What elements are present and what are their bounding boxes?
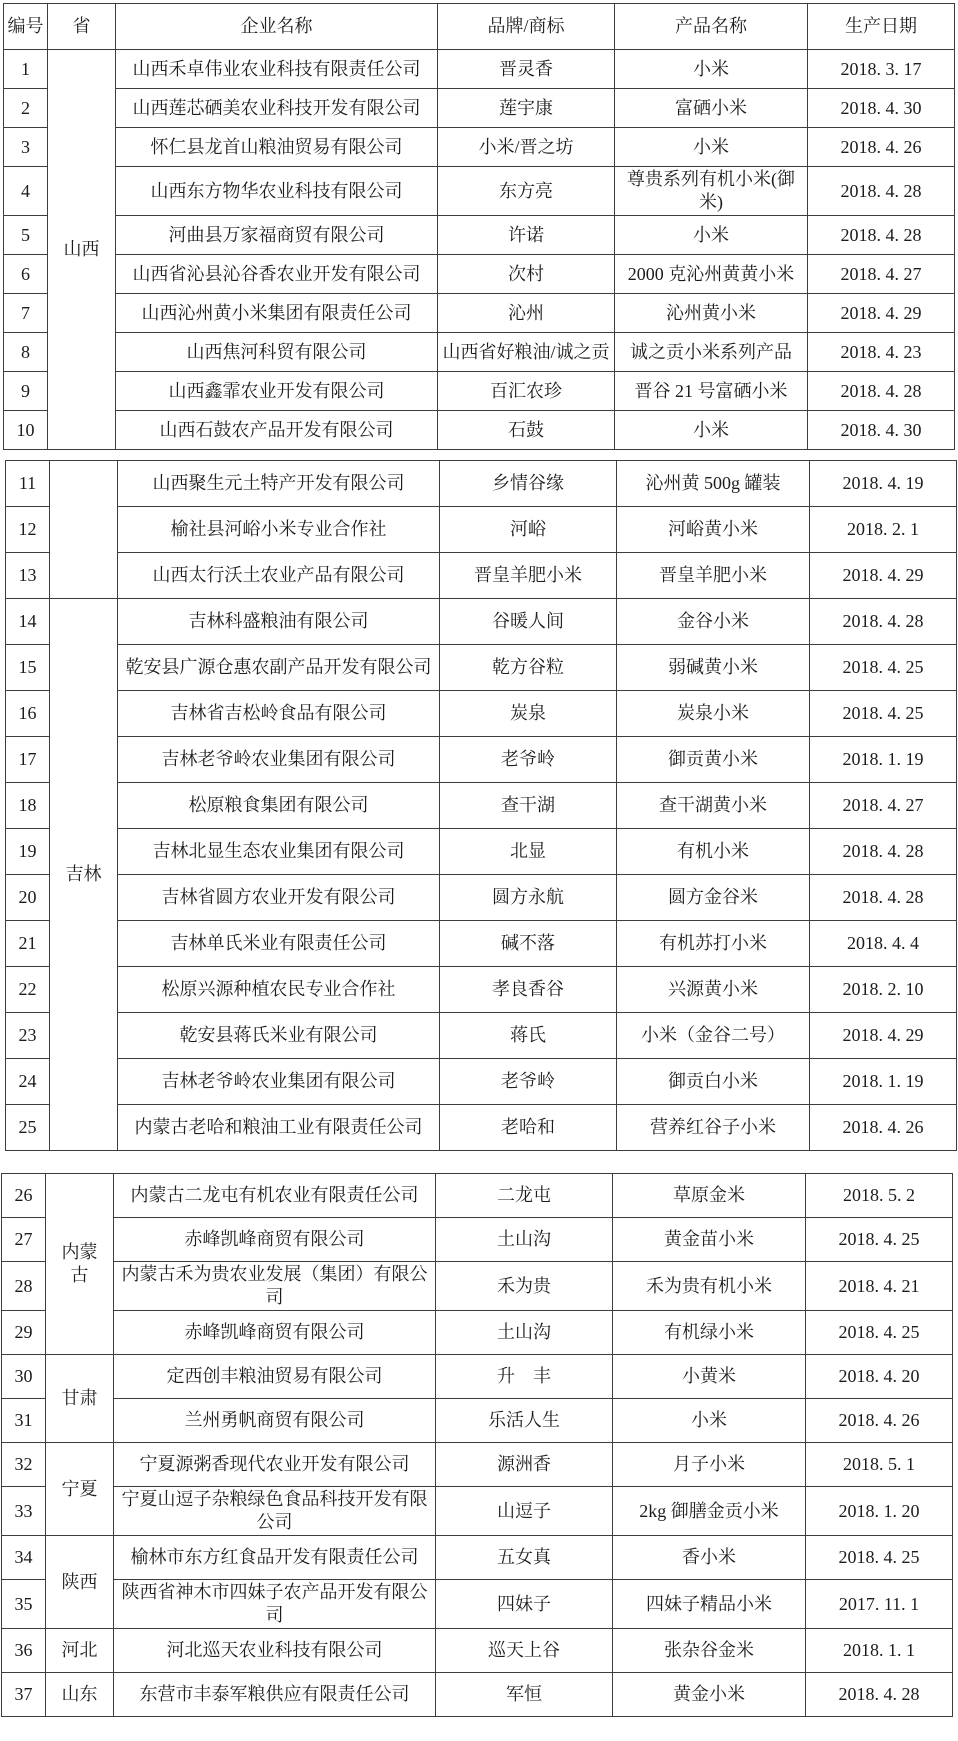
cell-company: 松原兴源种植农民专业合作社 [118,967,440,1013]
table-row [4,128,955,167]
cell-row-number: 34 [2,1536,46,1580]
cell-date: 2018. 4. 23 [808,333,955,372]
cell-brand: 许诺 [438,216,615,255]
cell-product: 香小米 [613,1536,806,1580]
header-cell-1: 省 [48,4,116,50]
cell-date: 2018. 4. 28 [808,167,955,216]
cell-province [46,1536,114,1629]
cell-company: 榆社县河峪小米专业合作社 [118,507,440,553]
cell-product: 有机绿小米 [613,1311,806,1355]
cell-company: 怀仁县龙首山粮油贸易有限公司 [116,128,438,167]
cell-date: 2018. 4. 27 [808,255,955,294]
cell-row-number: 35 [2,1580,46,1629]
cell-brand: 土山沟 [436,1218,613,1262]
header-cell-4: 产品名称 [615,4,808,50]
cell-province [48,50,116,450]
cell-brand: 二龙屯 [436,1174,613,1218]
cell-company: 吉林老爷岭农业集团有限公司 [118,1059,440,1105]
cell-product: 有机小米 [617,829,810,875]
cell-company: 兰州勇帆商贸有限公司 [114,1399,436,1443]
cell-product: 沁州黄 500g 罐装 [617,461,810,507]
cell-row-number: 5 [4,216,48,255]
cell-company: 山西沁州黄小米集团有限责任公司 [116,294,438,333]
table-row [4,255,955,294]
province-label: 吉林 [65,864,102,884]
cell-product: 小黄米 [613,1355,806,1399]
cell-company: 山西禾卓伟业农业科技有限责任公司 [116,50,438,89]
cell-brand: 查干湖 [440,783,617,829]
province-label: 山东 [61,1684,98,1704]
table-segment-3 [1,1173,953,1717]
table-row [6,507,957,553]
table-row [2,1629,953,1673]
cell-row-number: 8 [4,333,48,372]
table-row [6,1059,957,1105]
cell-province [46,1443,114,1536]
cell-company: 东营市丰泰军粮供应有限责任公司 [114,1673,436,1717]
table-row [2,1487,953,1536]
cell-brand: 巡天上谷 [436,1629,613,1673]
cell-brand: 乾方谷粒 [440,645,617,691]
cell-row-number: 14 [6,599,50,645]
cell-date: 2018. 4. 29 [810,553,957,599]
table-row [2,1311,953,1355]
cell-company: 乾安县广源仓惠农副产品开发有限公司 [118,645,440,691]
cell-date: 2018. 4. 26 [808,128,955,167]
cell-brand: 次村 [438,255,615,294]
cell-row-number: 3 [4,128,48,167]
cell-product: 晋谷 21 号富硒小米 [615,372,808,411]
cell-row-number: 29 [2,1311,46,1355]
cell-brand: 源洲香 [436,1443,613,1487]
cell-product: 兴源黄小米 [617,967,810,1013]
cell-product: 河峪黄小米 [617,507,810,553]
table-row [6,737,957,783]
cell-product: 晋皇羊肥小米 [617,553,810,599]
cell-date: 2018. 4. 28 [810,599,957,645]
province-label: 山西 [63,239,100,259]
cell-row-number: 11 [6,461,50,507]
table-row [2,1355,953,1399]
cell-product: 小米 [615,411,808,450]
cell-product: 2000 克沁州黄黄小米 [615,255,808,294]
cell-company: 河曲县万家福商贸有限公司 [116,216,438,255]
header-cell-2: 企业名称 [116,4,438,50]
cell-brand: 老爷岭 [440,737,617,783]
cell-date: 2018. 4. 26 [810,1105,957,1151]
cell-row-number: 22 [6,967,50,1013]
cell-company: 内蒙古二龙屯有机农业有限责任公司 [114,1174,436,1218]
cell-company: 赤峰凯峰商贸有限公司 [114,1218,436,1262]
cell-brand: 碱不落 [440,921,617,967]
cell-company: 山西莲芯硒美农业科技开发有限公司 [116,89,438,128]
cell-company: 吉林老爷岭农业集团有限公司 [118,737,440,783]
header-row [4,4,955,50]
cell-date: 2018. 4. 29 [808,294,955,333]
cell-brand: 北显 [440,829,617,875]
cell-row-number: 20 [6,875,50,921]
cell-row-number: 30 [2,1355,46,1399]
cell-date: 2018. 4. 28 [806,1673,953,1717]
province-label: 甘肃 [61,1388,98,1408]
table-row [6,461,957,507]
cell-company: 吉林单氏米业有限责任公司 [118,921,440,967]
cell-row-number: 24 [6,1059,50,1105]
table-row [2,1174,953,1218]
table-row [4,167,955,216]
cell-brand: 乡情谷缘 [440,461,617,507]
cell-province [46,1673,114,1717]
province-label: 陕西 [61,1571,98,1592]
cell-brand: 沁州 [438,294,615,333]
cell-row-number: 28 [2,1262,46,1311]
table-row [4,50,955,89]
cell-row-number: 37 [2,1673,46,1717]
cell-row-number: 13 [6,553,50,599]
table-row [2,1580,953,1629]
cell-product: 黄金小米 [613,1673,806,1717]
cell-date: 2018. 1. 19 [810,737,957,783]
cell-row-number: 27 [2,1218,46,1262]
cell-brand: 蒋氏 [440,1013,617,1059]
cell-company: 吉林省圆方农业开发有限公司 [118,875,440,921]
table-row [2,1218,953,1262]
cell-company: 吉林省吉松岭食品有限公司 [118,691,440,737]
province-label: 内蒙古 [61,1242,98,1285]
cell-row-number: 17 [6,737,50,783]
table-row [2,1673,953,1717]
cell-product: 草原金米 [613,1174,806,1218]
cell-product: 四妹子精品小米 [613,1580,806,1629]
cell-row-number: 23 [6,1013,50,1059]
cell-date: 2018. 4. 19 [810,461,957,507]
cell-brand: 孝良香谷 [440,967,617,1013]
cell-province [46,1174,114,1355]
cell-date: 2018. 4. 28 [808,216,955,255]
header-cell-5: 生产日期 [808,4,955,50]
cell-row-number: 6 [4,255,48,294]
cell-brand: 老爷岭 [440,1059,617,1105]
table-row [2,1399,953,1443]
cell-brand: 东方亮 [438,167,615,216]
cell-row-number: 25 [6,1105,50,1151]
cell-company: 定西创丰粮油贸易有限公司 [114,1355,436,1399]
table-row [6,645,957,691]
cell-row-number: 15 [6,645,50,691]
cell-date: 2018. 4. 28 [810,875,957,921]
cell-brand: 小米/晋之坊 [438,128,615,167]
cell-row-number: 10 [4,411,48,450]
cell-product: 沁州黄小米 [615,294,808,333]
cell-brand: 石鼓 [438,411,615,450]
cell-row-number: 2 [4,89,48,128]
cell-date: 2018. 4. 30 [808,411,955,450]
cell-date: 2018. 2. 10 [810,967,957,1013]
cell-product: 御贡黄小米 [617,737,810,783]
cell-province [46,1355,114,1443]
cell-brand: 晋灵香 [438,50,615,89]
cell-product: 查干湖黄小米 [617,783,810,829]
province-label: 河北 [61,1640,98,1660]
cell-company: 山西鑫霏农业开发有限公司 [116,372,438,411]
cell-date: 2018. 2. 1 [810,507,957,553]
cell-date: 2018. 4. 25 [806,1536,953,1580]
cell-brand: 老哈和 [440,1105,617,1151]
table-row [6,1105,957,1151]
cell-product: 诚之贡小米系列产品 [615,333,808,372]
table-row [6,829,957,875]
table-row [6,967,957,1013]
cell-company: 榆林市东方红食品开发有限责任公司 [114,1536,436,1580]
cell-date: 2018. 4. 4 [810,921,957,967]
table-row [4,333,955,372]
cell-date: 2018. 4. 25 [806,1218,953,1262]
cell-row-number: 18 [6,783,50,829]
cell-date: 2018. 5. 2 [806,1174,953,1218]
cell-row-number: 16 [6,691,50,737]
cell-row-number: 19 [6,829,50,875]
cell-product: 圆方金谷米 [617,875,810,921]
cell-brand: 乐活人生 [436,1399,613,1443]
cell-province [50,599,118,1151]
table-row [6,553,957,599]
cell-date: 2018. 1. 20 [806,1487,953,1536]
cell-date: 2017. 11. 1 [806,1580,953,1629]
cell-company: 山西东方物华农业科技有限公司 [116,167,438,216]
cell-row-number: 9 [4,372,48,411]
cell-row-number: 33 [2,1487,46,1536]
table-row [6,921,957,967]
cell-province [46,1629,114,1673]
cell-brand: 晋皇羊肥小米 [440,553,617,599]
table-row [4,372,955,411]
cell-product: 炭泉小米 [617,691,810,737]
table-row [2,1262,953,1311]
cell-date: 2018. 4. 25 [806,1311,953,1355]
cell-brand: 土山沟 [436,1311,613,1355]
cell-company: 宁夏山逗子杂粮绿色食品科技开发有限公司 [114,1487,436,1536]
cell-date: 2018. 4. 25 [810,691,957,737]
cell-date: 2018. 4. 30 [808,89,955,128]
cell-province [50,461,118,599]
cell-product: 富硒小米 [615,89,808,128]
cell-brand: 军恒 [436,1673,613,1717]
table-row [4,411,955,450]
table-row [6,599,957,645]
cell-brand: 升 丰 [436,1355,613,1399]
cell-company: 松原粮食集团有限公司 [118,783,440,829]
cell-company: 宁夏源粥香现代农业开发有限公司 [114,1443,436,1487]
cell-row-number: 12 [6,507,50,553]
cell-brand: 百汇农珍 [438,372,615,411]
cell-date: 2018. 4. 21 [806,1262,953,1311]
table-row [6,875,957,921]
cell-product: 禾为贵有机小米 [613,1262,806,1311]
cell-date: 2018. 4. 28 [810,829,957,875]
cell-date: 2018. 4. 25 [810,645,957,691]
cell-company: 吉林北显生态农业集团有限公司 [118,829,440,875]
cell-company: 河北巡天农业科技有限公司 [114,1629,436,1673]
cell-product: 有机苏打小米 [617,921,810,967]
cell-row-number: 1 [4,50,48,89]
cell-brand: 炭泉 [440,691,617,737]
cell-product: 月子小米 [613,1443,806,1487]
table-segment-1 [3,3,955,450]
cell-company: 山西焦河科贸有限公司 [116,333,438,372]
cell-product: 御贡白小米 [617,1059,810,1105]
cell-product: 金谷小米 [617,599,810,645]
cell-row-number: 4 [4,167,48,216]
cell-date: 2018. 4. 27 [810,783,957,829]
table-row [4,89,955,128]
province-label: 宁夏 [61,1478,98,1499]
cell-row-number: 32 [2,1443,46,1487]
cell-product: 小米（金谷二号） [617,1013,810,1059]
cell-product: 小米 [613,1399,806,1443]
cell-date: 2018. 5. 1 [806,1443,953,1487]
cell-product: 2kg 御膳金贡小米 [613,1487,806,1536]
cell-brand: 圆方永航 [440,875,617,921]
cell-company: 山西太行沃土农业产品有限公司 [118,553,440,599]
table-row [6,691,957,737]
table-segment-2 [5,460,957,1151]
table-row [2,1536,953,1580]
cell-product: 小米 [615,128,808,167]
cell-product: 小米 [615,216,808,255]
cell-product: 黄金苗小米 [613,1218,806,1262]
cell-date: 2018. 1. 19 [810,1059,957,1105]
cell-company: 乾安县蒋氏米业有限公司 [118,1013,440,1059]
cell-brand: 河峪 [440,507,617,553]
cell-brand: 四妹子 [436,1580,613,1629]
cell-company: 内蒙古禾为贵农业发展（集团）有限公司 [114,1262,436,1311]
cell-row-number: 21 [6,921,50,967]
cell-product: 尊贵系列有机小米(御米) [615,167,808,216]
cell-product: 营养红谷子小米 [617,1105,810,1151]
cell-row-number: 7 [4,294,48,333]
cell-row-number: 36 [2,1629,46,1673]
cell-company: 山西省沁县沁谷香农业开发有限公司 [116,255,438,294]
table-row [2,1443,953,1487]
cell-date: 2018. 3. 17 [808,50,955,89]
cell-company: 陕西省神木市四妹子农产品开发有限公司 [114,1580,436,1629]
cell-brand: 谷暖人间 [440,599,617,645]
cell-company: 山西石鼓农产品开发有限公司 [116,411,438,450]
cell-brand: 莲宇康 [438,89,615,128]
cell-product: 张杂谷金米 [613,1629,806,1673]
table-row [4,294,955,333]
table-row [4,216,955,255]
cell-date: 2018. 1. 1 [806,1629,953,1673]
table-row [6,1013,957,1059]
table-row [6,783,957,829]
header-cell-3: 品牌/商标 [438,4,615,50]
cell-product: 弱碱黄小米 [617,645,810,691]
cell-brand: 山逗子 [436,1487,613,1536]
cell-company: 内蒙古老哈和粮油工业有限责任公司 [118,1105,440,1151]
cell-date: 2018. 4. 20 [806,1355,953,1399]
cell-company: 吉林科盛粮油有限公司 [118,599,440,645]
cell-brand: 禾为贵 [436,1262,613,1311]
cell-date: 2018. 4. 29 [810,1013,957,1059]
cell-date: 2018. 4. 28 [808,372,955,411]
cell-date: 2018. 4. 26 [806,1399,953,1443]
cell-row-number: 31 [2,1399,46,1443]
cell-company: 山西聚生元土特产开发有限公司 [118,461,440,507]
cell-brand: 五女真 [436,1536,613,1580]
cell-brand: 山西省好粮油/诚之贡 [438,333,615,372]
cell-company: 赤峰凯峰商贸有限公司 [114,1311,436,1355]
cell-product: 小米 [615,50,808,89]
cell-row-number: 26 [2,1174,46,1218]
header-cell-0: 编号 [4,4,48,50]
